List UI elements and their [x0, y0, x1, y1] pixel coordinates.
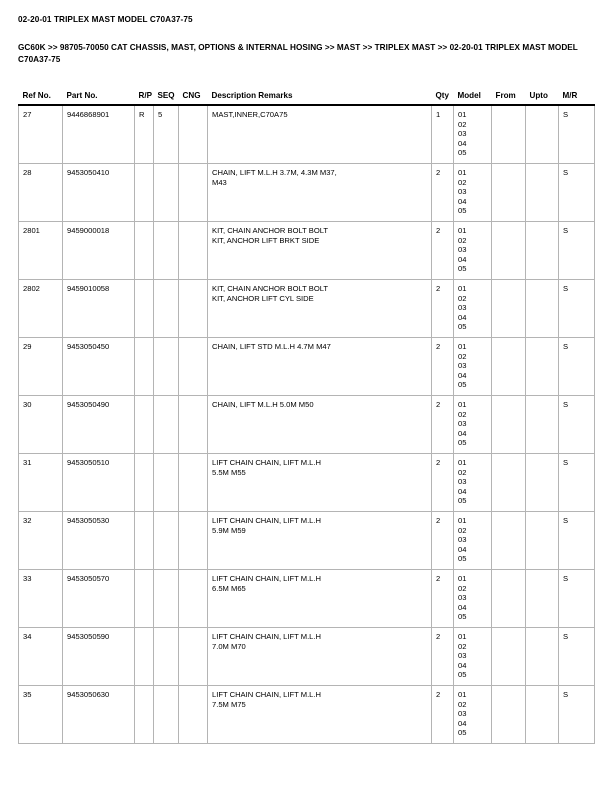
cell-from	[492, 396, 526, 454]
cell-ref-no: 27	[19, 105, 63, 164]
table-row	[19, 222, 595, 280]
cell-ref-no: 33	[19, 570, 63, 628]
cell-cng	[179, 686, 208, 744]
cell-qty: 2	[432, 164, 454, 222]
cell-upto	[526, 454, 559, 512]
page-title: 02-20-01 TRIPLEX MAST MODEL C70A37-75	[18, 15, 193, 24]
model-code: 04	[458, 718, 467, 728]
cell-rp: R	[135, 105, 154, 164]
cell-mr: S	[559, 512, 595, 570]
cell-qty: 2	[432, 338, 454, 396]
model-code: 05	[458, 496, 467, 506]
cell-ref-no: 35	[19, 686, 63, 744]
cell-upto	[526, 280, 559, 338]
cell-ref-no: 2801	[19, 222, 63, 280]
description-line: 5.5M M55	[212, 467, 246, 477]
model-code: 04	[458, 312, 467, 322]
model-code: 02	[458, 699, 467, 709]
cell-upto	[526, 105, 559, 164]
column-header-qty: Qty	[432, 91, 454, 105]
cell-cng	[179, 570, 208, 628]
model-code: 05	[458, 554, 467, 564]
cell-qty: 2	[432, 628, 454, 686]
cell-rp	[135, 454, 154, 512]
model-code: 05	[458, 728, 467, 738]
table-row	[19, 686, 595, 744]
cell-model	[454, 105, 492, 164]
cell-qty: 2	[432, 686, 454, 744]
cell-rp	[135, 222, 154, 280]
description-line: 5.9M M59	[212, 525, 246, 535]
cell-cng	[179, 222, 208, 280]
model-code: 01	[458, 690, 467, 699]
cell-description	[208, 338, 432, 396]
cell-from	[492, 338, 526, 396]
cell-upto	[526, 512, 559, 570]
cell-upto	[526, 628, 559, 686]
cell-from	[492, 454, 526, 512]
column-header-cng: CNG	[179, 91, 208, 105]
model-code: 05	[458, 670, 467, 680]
model-code: 03	[458, 187, 467, 197]
cell-model	[454, 280, 492, 338]
cell-from	[492, 686, 526, 744]
cell-upto	[526, 570, 559, 628]
table-row	[19, 454, 595, 512]
cell-mr: S	[559, 454, 595, 512]
model-code: 01	[458, 400, 467, 409]
cell-rp	[135, 686, 154, 744]
column-header-seq: SEQ	[154, 91, 179, 105]
model-code: 03	[458, 535, 467, 545]
cell-description	[208, 222, 432, 280]
column-header-from: From	[492, 91, 526, 105]
model-code: 04	[458, 370, 467, 380]
cell-from	[492, 222, 526, 280]
model-code: 05	[458, 612, 467, 622]
cell-cng	[179, 396, 208, 454]
cell-model	[454, 222, 492, 280]
model-code: 02	[458, 177, 467, 187]
model-code: 02	[458, 351, 467, 361]
cell-model	[454, 164, 492, 222]
cell-part-no: 9453050490	[63, 396, 135, 454]
cell-model	[454, 396, 492, 454]
model-code: 01	[458, 342, 467, 351]
cell-description	[208, 570, 432, 628]
cell-from	[492, 280, 526, 338]
column-header-mr: M/R	[559, 91, 595, 105]
cell-model	[454, 628, 492, 686]
cell-part-no: 9453050410	[63, 164, 135, 222]
cell-rp	[135, 396, 154, 454]
cell-model	[454, 454, 492, 512]
cell-model	[454, 338, 492, 396]
model-code: 02	[458, 119, 467, 129]
column-header-ref: Ref No.	[19, 91, 63, 105]
description-line: LIFT CHAIN CHAIN, LIFT M.L.H	[212, 458, 322, 467]
cell-rp	[135, 280, 154, 338]
cell-part-no: 9446868901	[63, 105, 135, 164]
cell-qty: 2	[432, 512, 454, 570]
model-code: 03	[458, 303, 467, 313]
cell-ref-no: 28	[19, 164, 63, 222]
cell-mr: S	[559, 105, 595, 164]
description-line: CHAIN, LIFT STD M.L.H 4.7M M47	[212, 342, 331, 351]
description-line: CHAIN, LIFT M.L.H 5.0M M50	[212, 400, 314, 409]
column-header-model: Model	[454, 91, 492, 105]
cell-qty: 1	[432, 105, 454, 164]
cell-seq	[154, 686, 179, 744]
model-code: 03	[458, 419, 467, 429]
model-code: 01	[458, 110, 467, 119]
cell-from	[492, 512, 526, 570]
cell-mr: S	[559, 396, 595, 454]
parts-table-body	[19, 105, 595, 744]
column-header-row	[19, 91, 595, 105]
model-code: 03	[458, 593, 467, 603]
cell-part-no: 9453050530	[63, 512, 135, 570]
cell-qty: 2	[432, 570, 454, 628]
cell-mr: S	[559, 280, 595, 338]
cell-qty: 2	[432, 396, 454, 454]
model-code: 02	[458, 409, 467, 419]
cell-from	[492, 164, 526, 222]
model-code: 05	[458, 148, 467, 158]
table-row	[19, 570, 595, 628]
model-code: 02	[458, 467, 467, 477]
table-row	[19, 164, 595, 222]
column-header-rp: R/P	[135, 91, 154, 105]
cell-cng	[179, 280, 208, 338]
model-code: 03	[458, 361, 467, 371]
cell-ref-no: 32	[19, 512, 63, 570]
cell-qty: 2	[432, 280, 454, 338]
cell-seq	[154, 454, 179, 512]
model-code: 04	[458, 544, 467, 554]
description-line: KIT, ANCHOR LIFT CYL SIDE	[212, 293, 314, 303]
cell-part-no: 9453050450	[63, 338, 135, 396]
description-line: LIFT CHAIN CHAIN, LIFT M.L.H	[212, 690, 322, 699]
cell-description	[208, 512, 432, 570]
description-line: KIT, ANCHOR LIFT BRKT SIDE	[212, 235, 320, 245]
cell-part-no: 9459000018	[63, 222, 135, 280]
breadcrumb: GC60K >> 98705-70050 CAT CHASSIS, MAST, OPTIONS & INTERNAL HOSING >> MAST >> TRIPLEX MAST >> 02-20-01 TRIPLEX MAST MODEL C70A37-75	[18, 43, 578, 64]
cell-seq	[154, 512, 179, 570]
model-code: 02	[458, 583, 467, 593]
cell-mr: S	[559, 686, 595, 744]
cell-mr: S	[559, 222, 595, 280]
description-line: KIT, CHAIN ANCHOR BOLT BOLT	[212, 284, 329, 293]
model-code: 05	[458, 322, 467, 332]
table-row	[19, 512, 595, 570]
column-header-upto: Upto	[526, 91, 559, 105]
cell-cng	[179, 105, 208, 164]
model-code: 04	[458, 660, 467, 670]
cell-mr: S	[559, 570, 595, 628]
cell-ref-no: 29	[19, 338, 63, 396]
cell-description	[208, 454, 432, 512]
cell-mr: S	[559, 338, 595, 396]
cell-part-no: 9453050570	[63, 570, 135, 628]
model-code: 03	[458, 651, 467, 661]
model-code: 02	[458, 235, 467, 245]
cell-cng	[179, 454, 208, 512]
cell-from	[492, 570, 526, 628]
cell-cng	[179, 338, 208, 396]
cell-description	[208, 105, 432, 164]
model-code: 01	[458, 458, 467, 467]
model-code: 02	[458, 293, 467, 303]
column-header-description: Description Remarks	[208, 91, 432, 105]
cell-ref-no: 2802	[19, 280, 63, 338]
description-line: LIFT CHAIN CHAIN, LIFT M.L.H	[212, 632, 322, 641]
model-code: 01	[458, 574, 467, 583]
model-code: 03	[458, 709, 467, 719]
cell-part-no: 9453050630	[63, 686, 135, 744]
table-row	[19, 628, 595, 686]
cell-ref-no: 31	[19, 454, 63, 512]
cell-description	[208, 164, 432, 222]
description-line: 7.5M M75	[212, 699, 246, 709]
cell-ref-no: 30	[19, 396, 63, 454]
model-code: 03	[458, 245, 467, 255]
model-code: 03	[458, 129, 467, 139]
cell-rp	[135, 512, 154, 570]
column-header-part: Part No.	[63, 91, 135, 105]
cell-seq	[154, 570, 179, 628]
table-row	[19, 338, 595, 396]
cell-model	[454, 512, 492, 570]
model-code: 04	[458, 428, 467, 438]
cell-cng	[179, 628, 208, 686]
model-code: 02	[458, 525, 467, 535]
cell-rp	[135, 164, 154, 222]
table-row	[19, 280, 595, 338]
description-line: M43	[212, 177, 227, 187]
description-line: 6.5M M65	[212, 583, 246, 593]
cell-seq	[154, 222, 179, 280]
parts-table-header	[19, 91, 595, 105]
cell-rp	[135, 570, 154, 628]
cell-seq	[154, 396, 179, 454]
parts-table	[18, 91, 595, 744]
cell-qty: 2	[432, 222, 454, 280]
cell-ref-no: 34	[19, 628, 63, 686]
cell-upto	[526, 686, 559, 744]
table-row	[19, 396, 595, 454]
cell-seq	[154, 280, 179, 338]
cell-part-no: 9459010058	[63, 280, 135, 338]
cell-part-no: 9453050590	[63, 628, 135, 686]
model-code: 02	[458, 641, 467, 651]
description-line: KIT, CHAIN ANCHOR BOLT BOLT	[212, 226, 329, 235]
cell-upto	[526, 164, 559, 222]
model-code: 01	[458, 516, 467, 525]
description-line: LIFT CHAIN CHAIN, LIFT M.L.H	[212, 516, 322, 525]
model-code: 05	[458, 264, 467, 274]
cell-description	[208, 628, 432, 686]
cell-cng	[179, 164, 208, 222]
model-code: 05	[458, 380, 467, 390]
description-line: MAST,INNER,C70A75	[212, 110, 288, 119]
model-code: 01	[458, 226, 467, 235]
cell-upto	[526, 396, 559, 454]
model-code: 01	[458, 632, 467, 641]
cell-model	[454, 686, 492, 744]
cell-part-no: 9453050510	[63, 454, 135, 512]
cell-upto	[526, 222, 559, 280]
cell-description	[208, 686, 432, 744]
cell-from	[492, 628, 526, 686]
cell-mr: S	[559, 164, 595, 222]
cell-upto	[526, 338, 559, 396]
cell-description	[208, 280, 432, 338]
model-code: 05	[458, 438, 467, 448]
model-code: 04	[458, 138, 467, 148]
cell-from	[492, 105, 526, 164]
description-line: 7.0M M70	[212, 641, 246, 651]
model-code: 01	[458, 284, 467, 293]
model-code: 04	[458, 486, 467, 496]
model-code: 04	[458, 196, 467, 206]
model-code: 03	[458, 477, 467, 487]
cell-seq	[154, 338, 179, 396]
description-line: LIFT CHAIN CHAIN, LIFT M.L.H	[212, 574, 322, 583]
cell-model	[454, 570, 492, 628]
model-code: 01	[458, 168, 467, 177]
cell-seq: 5	[154, 105, 179, 164]
cell-mr: S	[559, 628, 595, 686]
model-code: 04	[458, 602, 467, 612]
cell-cng	[179, 512, 208, 570]
description-line: CHAIN, LIFT M.L.H 3.7M, 4.3M M37,	[212, 168, 337, 177]
cell-rp	[135, 628, 154, 686]
cell-seq	[154, 164, 179, 222]
cell-seq	[154, 628, 179, 686]
table-row	[19, 105, 595, 164]
cell-qty: 2	[432, 454, 454, 512]
model-code: 05	[458, 206, 467, 216]
cell-description	[208, 396, 432, 454]
cell-rp	[135, 338, 154, 396]
model-code: 04	[458, 254, 467, 264]
